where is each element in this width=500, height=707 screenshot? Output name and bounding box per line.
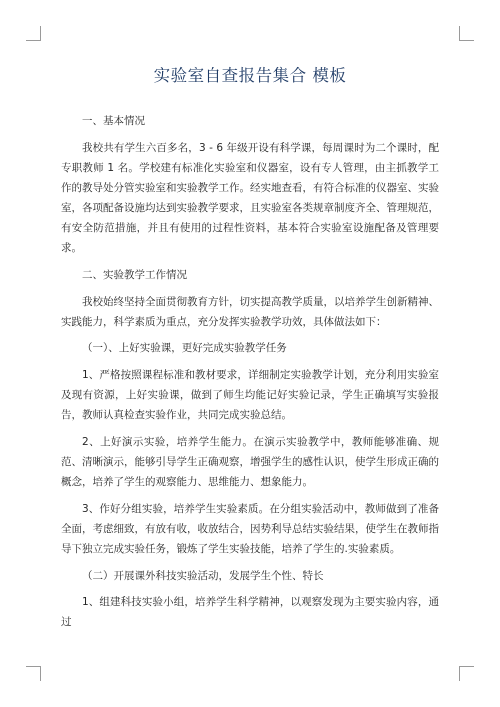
section-2-heading: 二、实验教学工作情况 bbox=[82, 268, 187, 281]
subsection-1-item-1: 1、严格按照课程标准和教材要求，详细制定实验教学计划，充分利用实验室及现有资源，上好实验课，做到了师生均能记好实验记录，学生正确填写实验报告，教师认真检查实验作业，共同完成实验总结。 bbox=[61, 369, 439, 422]
document-body bbox=[61, 111, 439, 639]
document-title: 实验室自查报告集合 模板 bbox=[153, 66, 347, 85]
section-1-heading: 一、基本情况 bbox=[82, 115, 145, 127]
subsection-1-item-3: 3、作好分组实验，培养学生实验素质。在分组实验活动中，教师做到了准备全面，考虑细致，有放有收，收放结合，因势利导总结实验结果，使学生在教师指导下独立完成实验任务，锻炼了学生实验技能，培养了学生的.实验素质。 bbox=[61, 502, 439, 555]
crop-mark-bottom-right bbox=[459, 666, 474, 681]
subsection-1-heading: （一）、上好实验课，更好完成实验教学任务 bbox=[82, 342, 287, 355]
section-2-intro: 我校始终坚持全面贯彻教育方针，切实提高教学质量，以培养学生创新精神、实践能力，科学素质为重点，充分发挥实验教学功效，具体做法如下： bbox=[61, 295, 439, 328]
subsection-2-item-1: 1、组建科技实验小组，培养学生科学精神，以观察发现为主要实验内容，通过 bbox=[61, 596, 439, 629]
crop-mark-top-left bbox=[26, 26, 41, 41]
crop-mark-bottom-left bbox=[26, 666, 41, 681]
crop-mark-top-right bbox=[459, 26, 474, 41]
section-1-paragraph: 我校共有学生六百多名，3 - 6 年级开设有科学课，每周课时为二个课时，配专职教师 1 名。学校建有标准化实验室和仪器室，设有专人管理，由主抓教学工作的教导处分管实验室和实验教学工作。经实地查看，有符合标准的仪器室、实验室，各项配备设施均达到实验教学要求，且实验室各类规章制度齐全、管理规范，有安全防范措施，并且有使用的过程性资料，基本符合实验室设施配备及管理要求。 bbox=[61, 141, 439, 255]
subsection-1-item-2: 2、上好演示实验，培养学生能力。在演示实验教学中，教师能够准确、规范、清晰演示，能够引导学生正确观察，增强学生的感性认识，使学生形成正确的概念，培养了学生的观察能力、思维能力、想象能力。 bbox=[61, 435, 439, 489]
subsection-2-heading: （二）开展课外科技实验活动，发展学生个性、特长 bbox=[82, 569, 324, 582]
